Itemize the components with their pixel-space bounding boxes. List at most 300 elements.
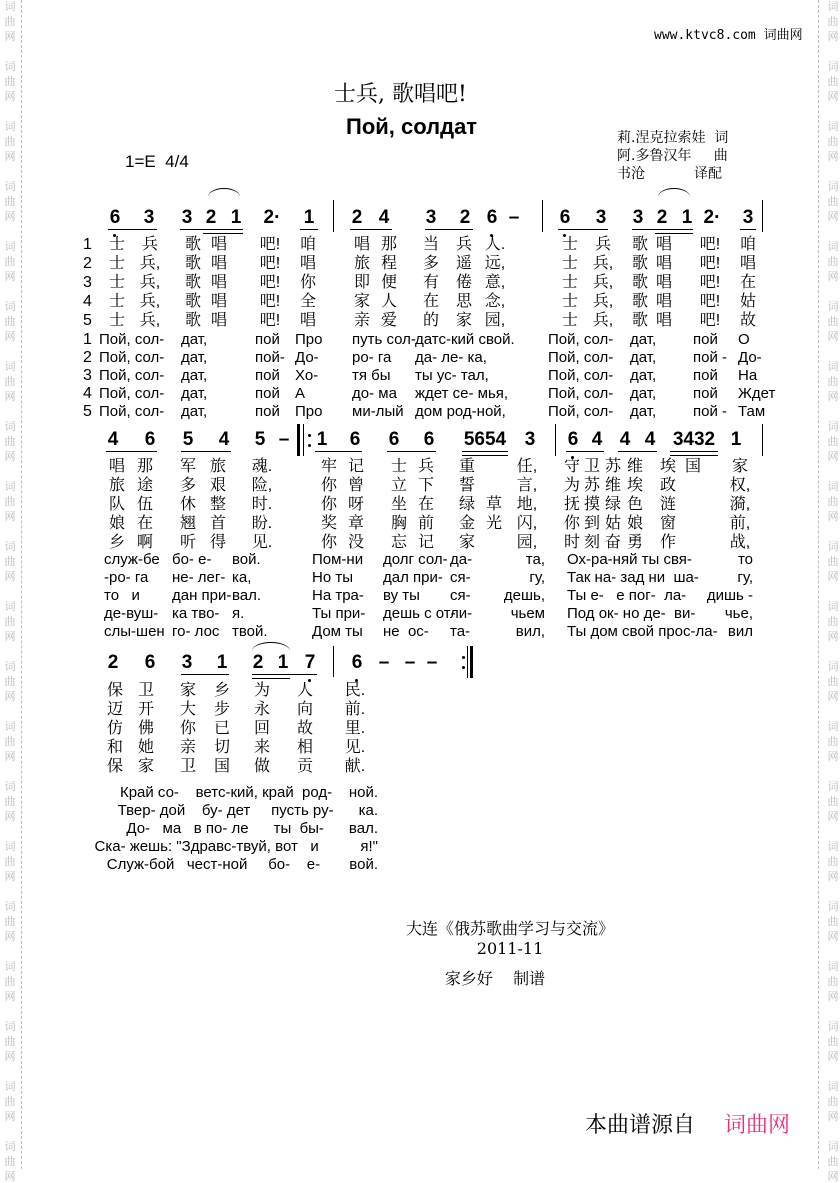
lyric-russian: На [738, 367, 758, 384]
lyric-chinese: 士 [108, 293, 126, 310]
watermark-char: 网 [4, 931, 16, 943]
lyric-chinese: 士 [561, 274, 579, 291]
barline [762, 424, 763, 456]
credit-lyricist: 莉.涅克拉索娃 词 [617, 130, 729, 146]
lyric-russian: Пой, сол- [548, 385, 614, 402]
lyric-chinese: 唱 [299, 255, 317, 272]
lyric-russian: ты ус- тал, [415, 367, 489, 384]
lyric-chinese: 歌 [184, 255, 202, 272]
note: 1 [230, 207, 242, 228]
lyric-russian: дат, [630, 403, 657, 420]
lyric-chinese: 漪, [729, 496, 751, 513]
lyric-chinese: 闪, [516, 515, 538, 532]
beam-underline [315, 451, 362, 452]
lyric-russian: Пой, сол- [99, 331, 165, 348]
beam-underline [387, 451, 436, 452]
lyric-chinese: 休 [179, 496, 197, 513]
lyric-chinese: 吧! [259, 312, 281, 329]
lyric-russian: вил [727, 623, 753, 640]
lyric-chinese: 国 [213, 758, 231, 775]
lyric-chinese: 士 [108, 236, 126, 253]
lyric-chinese: 士 [108, 312, 126, 329]
watermark-char: 曲 [4, 76, 16, 88]
lyric-chinese: 兵, [592, 274, 614, 291]
watermark-char: 曲 [4, 376, 16, 388]
lyric-chinese: 你 [563, 515, 581, 532]
lyric-russian: ву ты [383, 587, 420, 604]
note: 1 [216, 652, 228, 673]
watermark-char: 词 [827, 1021, 839, 1033]
lyric-chinese: 民. [344, 682, 366, 699]
verse-number: 5 [83, 403, 92, 420]
lyric-chinese: 保 [106, 758, 124, 775]
lyric-chinese: 士 [561, 236, 579, 253]
lyric-chinese: 你 [299, 274, 317, 291]
watermark-char: 网 [827, 871, 839, 883]
watermark-char: 词 [4, 241, 16, 253]
lyric-chinese: 兵, [139, 274, 161, 291]
watermark-char: 曲 [827, 1096, 839, 1108]
note: 2 [351, 207, 363, 228]
watermark-char: 词 [4, 1081, 16, 1093]
repeat-dot [462, 656, 465, 659]
lyric-chinese: 没 [347, 534, 365, 551]
watermark-char: 网 [4, 751, 16, 763]
lyric-chinese: 守 [563, 458, 581, 475]
lyric-chinese: 前 [417, 515, 435, 532]
watermark-char: 词 [4, 121, 16, 133]
lyric-russian: Дом ты [312, 623, 363, 640]
watermark-char: 词 [4, 361, 16, 373]
lyric-chinese: 士 [561, 293, 579, 310]
watermark-char: 网 [4, 151, 16, 163]
lyric-chinese: 唱 [353, 236, 371, 253]
lyric-chinese: 苏 [604, 458, 622, 475]
watermark-char: 曲 [827, 976, 839, 988]
note: 3 [143, 207, 155, 228]
watermark-char: 词 [827, 1081, 839, 1093]
watermark-char: 曲 [4, 136, 16, 148]
lyric-chinese: 歌 [631, 274, 649, 291]
lyric-russian: я. [232, 605, 245, 622]
lyric-russian: дешь с от- [383, 605, 456, 622]
lyric-russian: Но ты [312, 569, 353, 586]
note: 2· [263, 207, 281, 228]
lyric-chinese: 任, [516, 458, 538, 475]
lyric-chinese: 吧! [699, 312, 721, 329]
site-url[interactable]: www.ktvc8.com 词曲网 [654, 28, 803, 43]
lyric-russian: Пой, сол- [548, 349, 614, 366]
lyric-chinese: 旅 [209, 458, 227, 475]
watermark-char: 曲 [827, 796, 839, 808]
lyric-russian: ка, [232, 569, 252, 586]
note: 1 [681, 207, 693, 228]
lyric-chinese: 你 [320, 477, 338, 494]
lyric-chinese: 多 [422, 255, 440, 272]
watermark-char: 网 [4, 271, 16, 283]
lyric-chinese: 思 [455, 293, 473, 310]
slur [658, 188, 690, 197]
lyric-chinese: 战, [729, 534, 751, 551]
lyric-russian: не- лег- [172, 569, 226, 586]
lyric-russian: пой [255, 403, 280, 420]
verse-number: 4 [83, 293, 92, 310]
watermark-char: 词 [827, 61, 839, 73]
verse-number: 1 [83, 236, 92, 253]
note: 4 [218, 429, 230, 450]
lyric-chinese: 埃 [659, 458, 677, 475]
lyric-chinese: 家 [731, 458, 749, 475]
watermark-char: 词 [827, 901, 839, 913]
slur [252, 642, 290, 651]
beam-underline [106, 451, 157, 452]
lyric-chinese: 地, [516, 496, 538, 513]
beam-underline [425, 229, 473, 230]
watermark-char: 网 [4, 991, 16, 1003]
lyric-chinese: 整 [209, 496, 227, 513]
watermark-char: 词 [4, 661, 16, 673]
lyric-russian: вил, [515, 623, 545, 640]
lyric-chinese: 兵, [139, 312, 161, 329]
lyric-chinese: 卫 [179, 758, 197, 775]
lyric-chinese: 唱 [108, 458, 126, 475]
lyric-russian: На тра- [312, 587, 364, 604]
lyric-russian: Ох-ра-няй ты свя- [567, 551, 692, 568]
lyric-chinese: 权, [729, 477, 751, 494]
note: 3 [425, 207, 437, 228]
verse-number: 4 [83, 385, 92, 402]
beam-underline [670, 455, 718, 456]
watermark-char: 词 [827, 481, 839, 493]
watermark-char: 曲 [4, 256, 16, 268]
watermark-char: 网 [4, 1051, 16, 1063]
lyric-russian: пой [693, 331, 718, 348]
lyric-russian: та- [450, 623, 471, 640]
lyric-russian: До- [738, 349, 762, 366]
watermark-char: 词 [827, 241, 839, 253]
lyric-chinese: 唱 [210, 274, 228, 291]
lyric-chinese: 士 [561, 255, 579, 272]
watermark-char: 网 [827, 631, 839, 643]
lyric-russian: датс-кий свой. [415, 331, 515, 348]
note: 3 [181, 652, 193, 673]
lyric-chinese: 仿 [106, 720, 124, 737]
lyric-russian: вал. [232, 587, 262, 604]
lyric-chinese: 有 [422, 274, 440, 291]
lyric-russian: не ос- [383, 623, 429, 640]
note: 6 [559, 207, 571, 228]
watermark-char: 曲 [827, 1036, 839, 1048]
watermark-char: 曲 [4, 196, 16, 208]
left-margin-line [21, 0, 22, 1169]
watermark-char: 词 [4, 61, 16, 73]
lyric-chinese: 吧! [699, 293, 721, 310]
watermark-char: 曲 [4, 1096, 16, 1108]
lyric-chinese: 途 [136, 477, 154, 494]
lyric-chinese: 唱 [210, 293, 228, 310]
lyric-chinese: 奖 [320, 515, 338, 532]
lyric-chinese: 绿 [604, 496, 622, 513]
lyric-russian: вой. [232, 551, 261, 568]
lyric-chinese: 艰 [209, 477, 227, 494]
watermark-char: 网 [827, 31, 839, 43]
lyric-chinese: 那 [136, 458, 154, 475]
lyric-russian: путь сол- [352, 331, 416, 348]
note: 1 [277, 652, 289, 673]
lyric-chinese: 在 [136, 515, 154, 532]
note: 2 [107, 652, 119, 673]
right-margin-line [818, 0, 819, 1169]
lyric-russian: тя бы [352, 367, 391, 384]
lyric-chinese: 前, [729, 515, 751, 532]
note: 6 [349, 429, 361, 450]
lyric-russian: го- лос [172, 623, 220, 640]
lyric-chinese: 大 [179, 701, 197, 718]
note: 6 [109, 207, 121, 228]
beam-underline [181, 674, 229, 675]
lyric-chinese: 得 [209, 534, 227, 551]
lyric-russian: дат, [181, 403, 208, 420]
beam-underline [462, 455, 508, 456]
watermark-char: 网 [4, 571, 16, 583]
lyric-chinese: 言, [516, 477, 538, 494]
lyric-chinese: 盼. [251, 515, 273, 532]
lyric-chinese: 保 [106, 682, 124, 699]
lyric-chinese: 吧! [259, 236, 281, 253]
note: 1 [316, 429, 328, 450]
lyric-chinese: 刻 [583, 534, 601, 551]
watermark-char: 曲 [827, 16, 839, 28]
watermark-char: 词 [827, 1, 839, 13]
lyric-chinese: 伍 [136, 496, 154, 513]
lyric-chinese: 士 [108, 274, 126, 291]
lyric-chinese: 抚 [563, 496, 581, 513]
watermark-char: 曲 [4, 556, 16, 568]
lyric-chinese: 吧! [259, 274, 281, 291]
watermark-char: 曲 [4, 316, 16, 328]
note: – [378, 652, 390, 673]
lyric-chinese: 和 [106, 739, 124, 756]
lyric-russian: Пой, сол- [99, 367, 165, 384]
beam-underline [740, 229, 756, 230]
barline [542, 200, 543, 232]
lyric-chinese: 念, [484, 293, 506, 310]
watermark-char: 曲 [827, 556, 839, 568]
lyric-chinese: 永 [253, 701, 271, 718]
watermark-char: 曲 [4, 856, 16, 868]
lyric-chinese: 唱 [655, 255, 673, 272]
lyric-chinese: 吧! [259, 293, 281, 310]
lyric-chinese: 咱 [739, 236, 757, 253]
origin-site-link[interactable]: 词曲网 [724, 1112, 791, 1137]
lyric-chinese: 的 [422, 312, 440, 329]
title-russian: Пой, солдат [346, 114, 478, 139]
watermark-char: 词 [827, 781, 839, 793]
lyric-russian: дешь, [503, 587, 545, 604]
lyric-russian: Там [738, 403, 766, 420]
lyric-chinese: 便 [380, 274, 398, 291]
repeat-start-thin [303, 424, 304, 456]
lyric-chinese: 咱 [299, 236, 317, 253]
lyric-chinese: 曾 [347, 477, 365, 494]
watermark-char: 词 [4, 421, 16, 433]
lyric-chinese: 亲 [353, 312, 371, 329]
note: 3432 [672, 429, 716, 450]
date: 2011-11 [476, 939, 544, 958]
watermark-char: 网 [827, 751, 839, 763]
watermark-char: 曲 [827, 916, 839, 928]
watermark-char: 曲 [4, 436, 16, 448]
lyric-russian: Ты дом свой прос-ла- [567, 623, 718, 640]
watermark-char: 词 [4, 301, 16, 313]
beam-underline [252, 678, 290, 679]
lyric-chinese: 兵, [139, 293, 161, 310]
lyric-chinese: 兵 [141, 236, 159, 253]
note: 6 [144, 652, 156, 673]
note: 3 [524, 429, 536, 450]
lyric-russian: ка тво- [172, 605, 220, 622]
lyric-chinese: 多 [179, 477, 197, 494]
lyric-russian: то [737, 551, 753, 568]
note: – [426, 652, 438, 673]
beam-underline [632, 229, 693, 230]
lyric-russian: Служ-бой чест-ной бо- е- вой. [106, 856, 378, 873]
lyric-russian: пой [255, 385, 280, 402]
lyric-russian: Пой, сол- [548, 331, 614, 348]
lyric-chinese: 在 [422, 293, 440, 310]
lyric-russian: та, [525, 551, 545, 568]
repeat-dot [308, 444, 311, 447]
lyric-russian: пой - [693, 403, 728, 420]
lyric-chinese: 爱 [380, 312, 398, 329]
watermark-char: 网 [4, 511, 16, 523]
lyric-chinese: 当 [422, 236, 440, 253]
watermark-char: 词 [827, 841, 839, 853]
watermark-char: 网 [4, 691, 16, 703]
lyric-chinese: 歌 [184, 293, 202, 310]
beam-underline [566, 451, 604, 452]
watermark-char: 词 [827, 181, 839, 193]
barline [333, 200, 334, 232]
watermark-char: 词 [827, 541, 839, 553]
lyric-russian: До- [295, 349, 319, 366]
lyric-russian: Про [295, 331, 323, 348]
lyric-russian: гу, [529, 569, 545, 586]
lyric-chinese: 国 [684, 458, 702, 475]
note: – [508, 207, 520, 228]
watermark-char: 网 [827, 511, 839, 523]
lyric-russian: служ-бе [104, 551, 160, 568]
watermark-char: 网 [827, 1111, 839, 1123]
note: 2 [459, 207, 471, 228]
lyric-chinese: 那 [380, 236, 398, 253]
lyric-russian: дат, [630, 349, 657, 366]
lyric-chinese: 草 [485, 496, 503, 513]
lyric-chinese: 人. [484, 236, 506, 253]
lyric-russian: Так на- зад ни ша- [567, 569, 699, 586]
lyric-chinese: 摸 [583, 496, 601, 513]
watermark-char: 词 [4, 1021, 16, 1033]
lyric-chinese: 家 [179, 682, 197, 699]
note: 5 [182, 429, 194, 450]
lyric-chinese: 乡 [213, 682, 231, 699]
lyric-chinese: 维 [604, 477, 622, 494]
lyric-chinese: 军 [179, 458, 197, 475]
lyric-chinese: 开 [137, 701, 155, 718]
watermark-char: 网 [827, 331, 839, 343]
watermark-char: 曲 [4, 736, 16, 748]
lyric-chinese: 唱 [739, 255, 757, 272]
lyric-chinese: 已 [213, 720, 231, 737]
credit-translator: 书沧 译配 [617, 166, 722, 182]
lyric-chinese: 卫 [583, 458, 601, 475]
lyric-chinese: 牢 [320, 458, 338, 475]
lyric-chinese: 家 [458, 534, 476, 551]
lyric-russian: Ты е- е пог- ла- [567, 587, 687, 604]
verse-number: 5 [83, 312, 92, 329]
watermark-char: 词 [827, 661, 839, 673]
watermark-char: 曲 [827, 856, 839, 868]
lyric-chinese: 见. [344, 739, 366, 756]
lyric-chinese: 呀 [347, 496, 365, 513]
lyric-russian: До- ма в по- ле ты бы- вал. [126, 820, 378, 837]
note: 6 [423, 429, 435, 450]
barline [762, 200, 763, 232]
watermark-char: 词 [4, 721, 16, 733]
watermark-char: 词 [827, 961, 839, 973]
beam-underline [558, 229, 608, 230]
lyric-russian: пой - [693, 349, 728, 366]
barline [555, 424, 556, 456]
note: 3 [181, 207, 193, 228]
watermark-char: 曲 [827, 376, 839, 388]
watermark-char: 网 [827, 931, 839, 943]
lyric-chinese: 唱 [655, 236, 673, 253]
watermark-char: 曲 [827, 616, 839, 628]
verse-number: 3 [83, 274, 92, 291]
lyric-chinese: 切 [213, 739, 231, 756]
key-time-signature: 1=E 4/4 [125, 152, 189, 171]
lyric-chinese: 涟 [659, 496, 677, 513]
lyric-chinese: 里. [344, 720, 366, 737]
lyric-chinese: 绿 [458, 496, 476, 513]
watermark-char: 词 [4, 781, 16, 793]
watermark-char: 词 [4, 541, 16, 553]
barline [333, 646, 334, 677]
lyric-chinese: 卫 [137, 682, 155, 699]
note: – [278, 429, 290, 450]
lyric-chinese: 即 [353, 274, 371, 291]
lyric-russian: Пой, сол- [99, 349, 165, 366]
lyric-chinese: 险, [251, 477, 273, 494]
lyric-chinese: 下 [417, 477, 435, 494]
lyric-chinese: 兵 [455, 236, 473, 253]
beam-underline [108, 229, 157, 230]
lyric-russian: ли- [450, 605, 473, 622]
repeat-dot [462, 666, 465, 669]
note: 5 [254, 429, 266, 450]
lyric-russian: ро- га [352, 349, 392, 366]
lyric-russian: да- [450, 551, 473, 568]
origin-label: 本曲谱源自 [585, 1112, 696, 1137]
lyric-chinese: 窗 [659, 515, 677, 532]
verse-number: 3 [83, 367, 92, 384]
beam-underline [670, 451, 718, 452]
note: – [404, 652, 416, 673]
watermark-char: 曲 [827, 1156, 839, 1168]
repeat-start-thick [297, 424, 300, 456]
note: 4 [619, 429, 631, 450]
